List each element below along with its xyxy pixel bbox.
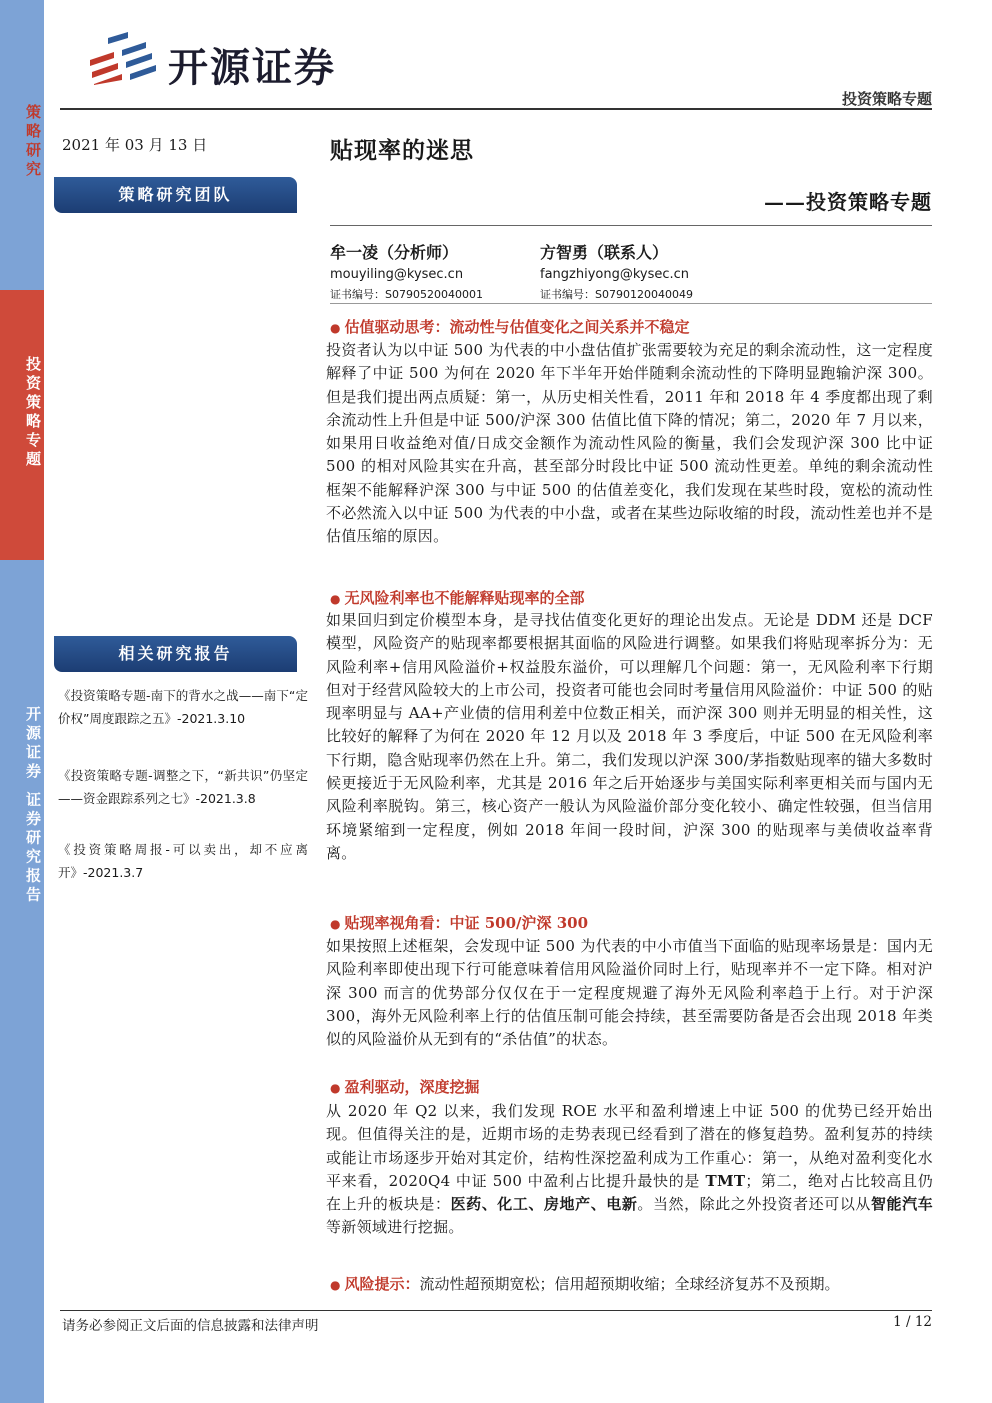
- bullet-icon: ●: [330, 1081, 341, 1095]
- report-date: 2021 年 03 月 13 日: [62, 136, 208, 154]
- analyst-divider: [330, 303, 932, 304]
- sidebar-label-strategy: 策略研究: [24, 104, 42, 180]
- report-title: 贴现率的迷思: [330, 137, 474, 164]
- section-heading-4: ● 盈利驱动，深度挖掘: [330, 1078, 480, 1096]
- left-sidebar: [0, 0, 44, 1403]
- related-report-item[interactable]: 《投资策略专题-南下的背水之战——南下“定价权”周度跟踪之五》-2021.3.10: [58, 688, 308, 726]
- analyst-name: 牟一凌（分析师）: [330, 243, 459, 262]
- analyst-email[interactable]: fangzhiyong@kysec.cn: [540, 267, 690, 282]
- sidebar-label-company: 开源证券 证券研究报告: [24, 706, 42, 906]
- bullet-icon: ●: [330, 1278, 341, 1292]
- risk-warning: ● 风险提示：流动性超预期宽松；信用超预期收缩；全球经济复苏不及预期。: [330, 1275, 840, 1293]
- header-divider: [60, 108, 932, 110]
- analyst-2: [540, 240, 693, 302]
- subtitle-divider: [330, 225, 932, 226]
- sidebar-segment-bottom: [0, 560, 44, 1403]
- section-heading-1: ● 估值驱动思考：流动性与估值变化之间关系并不稳定: [330, 318, 690, 336]
- related-reports-label: 相关研究报告: [54, 636, 297, 672]
- section-heading-3: ● 贴现率视角看：中证 500/沪深 300: [330, 914, 589, 932]
- footer-divider: [60, 1310, 932, 1311]
- bullet-icon: ●: [330, 321, 341, 335]
- section-body-2: 如果回归到定价模型本身，是寻找估值变化更好的理论出发点。无论是 DDM 还是 DCF 模型，风险资产的贴现率都要根据其面临的风险进行调整。如果我们将贴现率拆分为：无风险利率+信用风险溢价+权益股东溢价，可以理解几个问题：第一，无风险利率下行期但对于经营风险较大的上市公司，投资者可能也会同时考量信用风险溢价：中证 500 的贴现率明显与 AA+产业债的信用利差中位数正相关，而沪深 300 则并无明显的相关性，这比较好的解释了为何在 2020 年 12 月以及 2018 年 3 季度后，中证 500 在无风险利率下行期，隐含贴现率仍然在上升。第二，我们发现以沪深 300/茅指数贴现率的锚大多数时候更接近于无风险利率，尤其是 2016 年之后开始逐步与美国实际利率更相关而与国内无风险利率脱钩。第三，核心资产一般认为风险溢价部分变化较小、确定性较强，但当信用环境紧缩到一定程度，例如 2018 年间一段时间，沪深 300 的贴现率与美债收益率背离。: [326, 611, 933, 862]
- section-body-1: 投资者认为以中证 500 为代表的中小盘估值扩张需要较为充足的剩余流动性，这一定程度解释了中证 500 为何在 2020 年下半年开始伴随剩余流动性的下降明显跑输沪深 300。但是我们提出两点质疑：第一，从历史相关性看，2011 年和 2018 年 4 季度都出现了剩余流动性上升但是中证 500/沪深 300 估值比值下降的情况；第二，2020 年 7 月以来，如果用日收益绝对值/日成交金额作为流动性风险的衡量，我们会发现沪深 300 比中证 500 的相对风险其实在升高，甚至部分时段比中证 500 流动性更差。单纯的剩余流动性框架不能解释沪深 300 与中证 500 的估值差变化，我们发现在某些时段，宽松的流动性不必然流入以中证 500 为代表的中小盘，或者在某些边际收缩的时段，流动性差也并不是估值压缩的原因。: [326, 341, 933, 546]
- related-report-item[interactable]: 《投资策略专题-调整之下，“新共识”仍坚定——资金跟踪系列之七》-2021.3.8: [58, 768, 308, 806]
- bullet-icon: ●: [330, 917, 341, 931]
- footer-disclaimer: 请务必参阅正文后面的信息披露和法律声明: [62, 1318, 319, 1334]
- sidebar-label-topic: 投资策略专题: [24, 356, 42, 470]
- analyst-email[interactable]: mouyiling@kysec.cn: [330, 267, 464, 282]
- report-subtitle: ——投资策略专题: [764, 190, 932, 214]
- analyst-1: [330, 240, 483, 302]
- analyst-name: 方智勇（联系人）: [540, 243, 669, 262]
- company-logo-icon: [88, 30, 158, 85]
- header-tag: 投资策略专题: [841, 90, 932, 108]
- analyst-cert: 证书编号：S0790120040049: [540, 288, 693, 301]
- bullet-icon: ●: [330, 592, 341, 606]
- analyst-cert: 证书编号：S0790520040001: [330, 288, 483, 301]
- section-heading-2: ● 无风险利率也不能解释贴现率的全部: [330, 589, 585, 607]
- related-report-item[interactable]: 《投资策略周报-可以卖出，却不应离开》-2021.3.7: [58, 842, 308, 880]
- team-label: 策略研究团队: [54, 177, 297, 213]
- section-body-3: 如果按照上述框架，会发现中证 500 为代表的中小市值当下面临的贴现率场景是：国内无风险利率即使出现下行可能意味着信用风险溢价同时上行，贴现率并不一定下降。相对沪深 300 而言的优势部分仅仅在于一定程度规避了海外无风险利率趋于上行。对于沪深 300，海外无风险利率上行的估值压制可能会持续，甚至需要防备是否会出现 2018 年类似的风险溢价从无到有的“杀估值”的状态。: [326, 937, 933, 1049]
- brand-name: 开源证券: [168, 45, 336, 91]
- section-body-4: 从 2020 年 Q2 以来，我们发现 ROE 水平和盈利增速上中证 500 的优势已经开始出现。但值得关注的是，近期市场的走势表现已经看到了潜在的修复趋势。盈利复苏的持续或能让市场逐步开始对其定价，结构性深挖盈利成为工作重心：第一，从绝对盈利变化水平来看，2020Q4 中证 500 中盈利占比提升最快的是 TMT；第二，绝对占比较高且仍在上升的板块是：医药、化工、房地产、电新。当然，除此之外投资者还可以从智能汽车等新领域进行挖掘。: [326, 1102, 933, 1237]
- page-number: 1 / 12: [893, 1314, 932, 1330]
